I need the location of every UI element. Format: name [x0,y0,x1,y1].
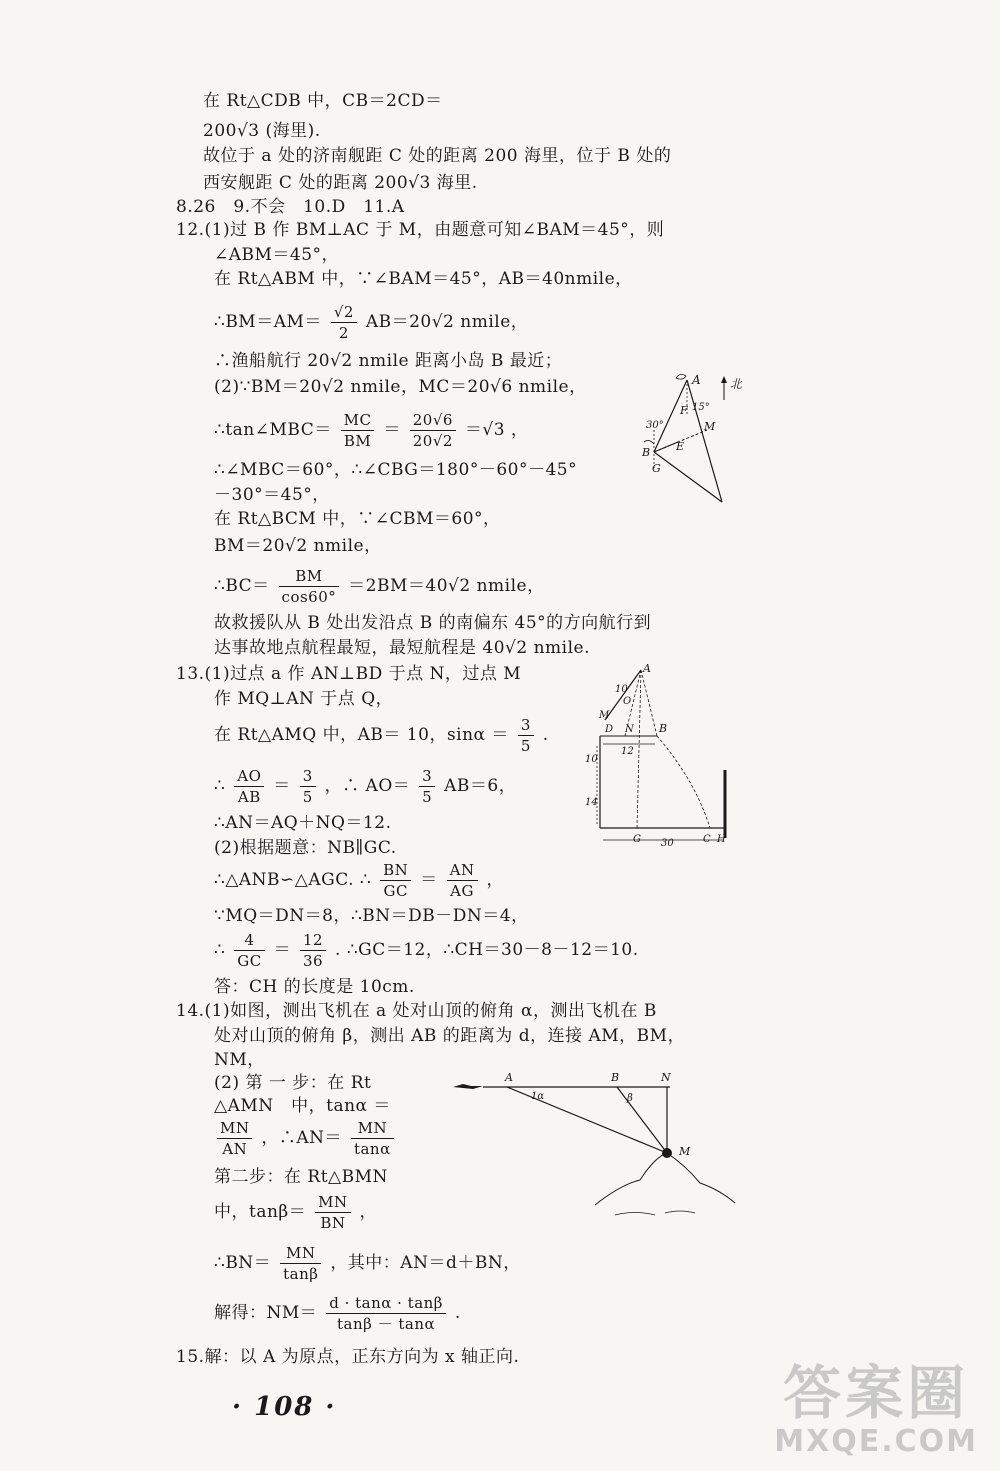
label-b: B [642,446,651,459]
fraction-denominator: GC [237,952,262,970]
text-line: ∴AN＝AQ＋NQ＝12. [214,813,392,833]
fraction-denominator: tanα [353,1140,391,1158]
label-30deg: 30° [646,420,664,431]
label-m: M [679,1145,691,1158]
text-line: －30°＝45°， [214,485,330,505]
fraction [341,410,375,451]
fraction-numerator: MC [341,410,375,431]
line-ab-ray [641,670,657,736]
ground-strokes [615,1211,695,1215]
equation-text: ，其中：AN＝d＋BN， [330,1253,521,1273]
figure-problem-14 [445,1065,745,1225]
fraction-numerator: 3 [518,715,534,736]
text-line: 在 Rt△CDB 中，CB＝2CD＝ [203,91,443,111]
fraction-denominator: 5 [302,788,313,806]
label-d: D [605,724,614,735]
fraction-denominator: tanβ [283,1265,319,1283]
label-10-height: 10 [585,754,598,765]
line-ac [687,380,722,502]
text-line: 第二步：在 Rt△BMN [214,1167,388,1187]
equation-text: ＝√3 ， [464,420,529,440]
fraction-numerator: √2 [331,302,357,323]
label-m: M [599,710,610,721]
equation-text: ＝ [273,940,292,960]
label-beta: β [627,1093,633,1104]
equation-text: 在 Rt△AMQ 中，AB＝ 10，sinα ＝ [214,725,509,745]
fraction-denominator: 5 [520,737,531,755]
fraction-numerator: MN [280,1243,321,1264]
text-line: BM＝20√2 nmile， [214,536,382,556]
equation-text: ∴ [214,940,226,960]
label-10-arm: 10 [615,684,628,695]
fraction-numerator: d · tanα · tanβ [326,1293,446,1314]
fraction-denominator: AG [450,882,474,900]
equation-text: AB＝20√2 nmile， [365,312,529,332]
label-e: E [676,440,685,453]
text-line: 在 Rt△ABM 中，∵∠BAM＝45°，AB＝40nmile， [214,269,633,289]
equation-line [214,860,504,901]
fraction-denominator: 20√2 [412,432,453,450]
north-arrowhead [721,376,727,383]
text-line: 8.26 9.不会 10.D 11.A [176,197,405,217]
fraction-denominator: AB [237,788,261,806]
fraction-numerator: MN [315,1192,350,1213]
figure-problem-13 [585,660,745,850]
equation-text: ＝ [420,870,438,890]
fraction [518,715,534,756]
equation-text: ∴BN＝ [214,1253,272,1273]
equation-text: ∴BC＝ [214,576,270,596]
fraction [280,1243,321,1284]
label-a: A [692,373,701,387]
label-b: B [659,722,668,735]
equation-text: ， [486,870,504,890]
equation-text: . ∴GC＝12，∴CH＝30－8－12＝10. [335,940,639,960]
label-a: A [643,662,651,675]
label-f: F [680,404,688,417]
text-line: 达事故地点航程最短，最短航程是 40√2 nmile. [214,638,590,658]
fraction [351,1118,394,1159]
fraction [380,860,411,901]
equation-text: ∴ [214,776,226,796]
text-line: 作 MQ⊥AN 于点 Q， [214,689,394,709]
fraction [419,766,435,807]
fraction-numerator: AO [234,766,264,787]
text-line: ∴渔船航行 20√2 nmile 距离小岛 B 最近； [214,351,563,371]
equation-text: AB＝6， [444,776,517,796]
fraction-denominator: BN [320,1214,346,1232]
label-h: H [717,834,726,845]
equation-line [214,1118,397,1159]
equation-text: ， [359,1202,378,1222]
watermark-logo-bottom: MXQE.COM [774,1424,978,1459]
text-line: (2)根据题意：NB∥GC. [214,838,397,858]
text-line: 故位于 a 处的济南舰距 C 处的距离 200 海里，位于 B 处的 [203,146,672,166]
watermark-logo [774,1359,978,1459]
equation-text: ＝ [273,776,291,796]
fraction [326,1293,446,1334]
label-g: G [633,834,641,845]
equation-line [214,715,549,756]
line-bc [654,452,722,502]
equation-line [214,566,545,607]
mountain-outline [595,1153,735,1205]
text-line: 15.解：以 A 为原点，正东方向为 x 轴正向. [176,1347,520,1367]
label-g: G [652,462,661,475]
fraction [234,930,264,971]
fraction-numerator: 3 [300,766,316,787]
fraction-denominator: 2 [338,324,349,342]
label-b: B [611,1071,620,1084]
text-line: △AMN 中，tanα ＝ [214,1096,391,1116]
label-o: O [623,696,632,707]
equation-text: 解得：NM＝ [214,1303,318,1323]
equation-text: ＝2BM＝40√2 nmile， [348,576,545,596]
fraction [217,1118,252,1159]
fraction-numerator: 4 [234,930,264,951]
label-m: M [704,420,716,433]
fraction [300,766,316,807]
label-12: 12 [621,746,634,757]
label-n: N [661,1071,671,1084]
label-north: 北 [730,377,742,391]
label-c: C [703,834,711,845]
figure-problem-12 [632,370,742,510]
fraction-denominator: GC [383,882,408,900]
fraction-denominator: 36 [303,952,324,970]
fraction-denominator: tanβ － tanα [337,1315,436,1333]
equation-line [214,410,528,451]
text-line: ∵MQ＝DN＝8，∴BN＝DB－DN＝4， [214,906,529,926]
fraction [234,766,264,807]
page-number: · 108 · [232,1392,337,1422]
label-15deg: 15° [692,402,710,413]
text-line: (2)∵BM＝20√2 nmile，MC＝20√6 nmile， [214,377,587,397]
fraction-numerator: 20√6 [410,410,456,431]
fraction-denominator: cos60° [281,588,337,606]
equation-text: . [454,1303,461,1323]
equation-line [214,1192,377,1233]
equation-line [214,1243,521,1284]
text-line: 在 Rt△BCM 中，∵∠CBM＝60°， [214,509,501,529]
label-alpha: 1α [531,1091,545,1102]
fraction [300,930,326,971]
fraction [279,566,340,607]
fraction-numerator: MN [217,1118,252,1139]
equation-text: ∴BM＝AM＝ [214,312,322,332]
line-ag [637,670,641,828]
text-line: 12.(1)过 B 作 BM⊥AC 于 M，由题意可知∠BAM＝45°，则 [176,220,665,240]
equation-line [214,766,516,807]
line-ab-arm [605,670,641,720]
text-line: ∴∠MBC＝60°，∴∠CBG＝180°－60°－45° [214,460,578,480]
text-line: 13.(1)过点 a 作 AN⊥BD 于点 N，过点 M [176,664,522,684]
equation-text: ∴△ANB∽△AGC. ∴ [214,870,372,890]
fraction [447,860,478,901]
equation-line [214,302,528,343]
fraction [410,410,456,451]
equation-text: . [542,725,549,745]
text-line: 答：CH 的长度是 10cm. [214,977,415,997]
label-14: 14 [585,797,598,808]
fraction-denominator: AN [222,1140,248,1158]
fraction-denominator: BM [343,432,372,450]
watermark-logo-top: 答案圈 [783,1359,970,1427]
label-n: N [625,724,634,735]
label-30: 30 [661,838,674,849]
label-a: A [505,1071,513,1084]
equation-text: ＝ [383,420,401,440]
equation-line [214,1293,461,1334]
equation-text: ∴tan∠MBC＝ [214,420,332,440]
text-line: NM， [214,1050,265,1070]
fraction-numerator: AN [447,860,478,881]
equation-text: ，∴ AO＝ [324,776,411,796]
text-line: 处对山顶的俯角 β，测出 AB 的距离为 d，连接 AM，BM， [214,1026,686,1046]
text-line: 200√3 (海里). [203,121,321,141]
fraction [331,302,357,343]
fraction-numerator: BM [279,566,340,587]
equation-text: 中，tanβ＝ [214,1202,307,1222]
fraction-numerator: BN [380,860,411,881]
fraction-numerator: 12 [300,930,326,951]
fraction-numerator: MN [351,1118,394,1139]
text-line: 故救援队从 B 处出发沿点 B 的南偏东 45°的方向航行到 [214,613,652,633]
text-line: ∠ABM＝45°， [214,245,340,265]
airplane-icon [453,1084,483,1089]
equation-text: ，∴AN＝ [261,1128,343,1148]
ship-icon [676,374,686,379]
text-line: (2) 第 一 步：在 Rt [214,1073,372,1093]
island-icon [644,440,654,444]
fraction-numerator: 3 [419,766,435,787]
text-line: 14.(1)如图，测出飞机在 a 处对山顶的俯角 α，测出飞机在 B [176,1001,657,1021]
text-line: 西安舰距 C 处的距离 200√3 海里. [203,173,478,193]
equation-line [214,930,639,971]
fraction [315,1192,350,1233]
fraction-denominator: 5 [422,788,433,806]
line-bc [657,736,710,828]
